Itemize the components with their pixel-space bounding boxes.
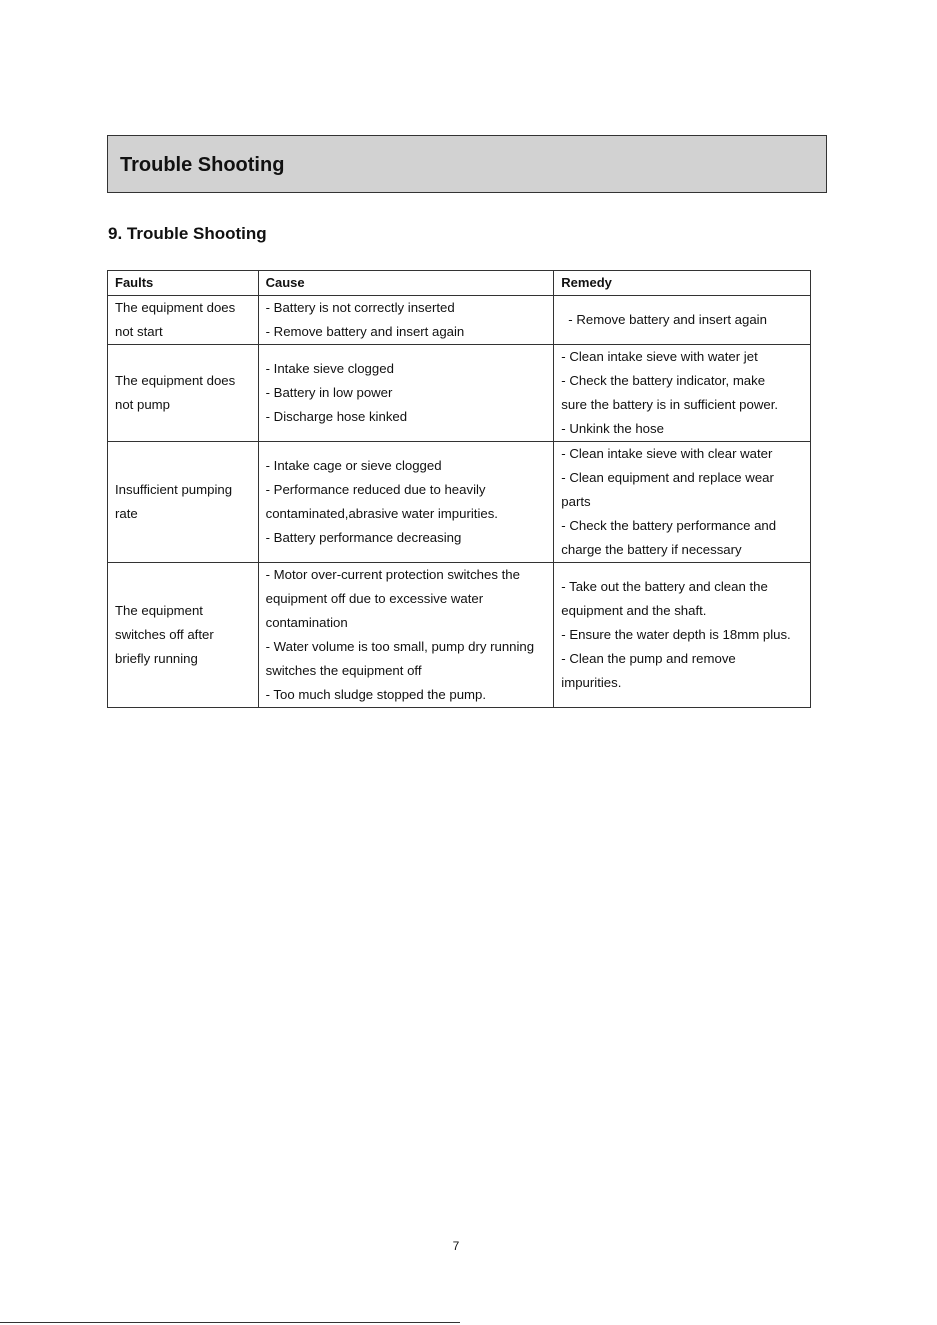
table-row — [108, 296, 811, 345]
remedy-cell — [554, 563, 811, 708]
cause-line: - Intake sieve clogged — [265, 361, 394, 376]
fault-line: The equipment does — [115, 300, 236, 315]
fault-line: briefly running — [115, 651, 198, 666]
header-banner — [107, 135, 827, 193]
table-row — [108, 345, 811, 442]
cause-line: contamination — [265, 615, 348, 630]
table-row — [108, 442, 811, 563]
remedy-line: - Check the battery indicator, make — [561, 373, 766, 388]
cause-line: contaminated,abrasive water impurities. — [265, 506, 498, 521]
remedy-line: - Check the battery performance and — [561, 518, 777, 533]
remedy-cell — [554, 345, 811, 442]
remedy-line: - Clean intake sieve with clear water — [561, 446, 773, 461]
remedy-cell — [554, 296, 811, 345]
fault-line: Insufficient pumping — [115, 482, 233, 497]
fault-line: switches off after — [115, 627, 214, 642]
remedy-line: - Clean equipment and replace wear — [561, 470, 774, 485]
remedy-cell — [554, 442, 811, 563]
cause-cell — [258, 442, 554, 563]
cause-line: - Motor over-current protection switches the — [265, 567, 520, 582]
cause-line: - Too much sludge stopped the pump. — [265, 687, 487, 702]
fault-cell — [108, 345, 259, 442]
cause-line: switches the equipment off — [265, 663, 422, 678]
cause-cell — [258, 345, 554, 442]
remedy-line: - Clean intake sieve with water jet — [561, 349, 758, 364]
header-faults: Faults — [108, 271, 259, 296]
cause-line: - Remove battery and insert again — [265, 324, 465, 339]
remedy-line: - Remove battery and insert again — [568, 312, 767, 327]
fault-line: not start — [115, 324, 163, 339]
fault-line: not pump — [115, 397, 170, 412]
cause-line: - Discharge hose kinked — [265, 409, 408, 424]
fault-cell — [108, 563, 259, 708]
footer-divider — [0, 1322, 460, 1323]
fault-cell — [108, 296, 259, 345]
section-heading: 9. Trouble Shooting — [108, 224, 267, 243]
banner-title: Trouble Shooting — [120, 154, 285, 176]
remedy-line: charge the battery if necessary — [561, 542, 742, 557]
remedy-line: - Take out the battery and clean the — [561, 579, 768, 594]
cause-line: - Battery is not correctly inserted — [265, 300, 455, 315]
remedy-line: equipment and the shaft. — [561, 603, 707, 618]
remedy-line: parts — [561, 494, 591, 509]
header-cause: Cause — [258, 271, 554, 296]
remedy-line: - Unkink the hose — [561, 421, 664, 436]
table-header-row — [108, 271, 811, 296]
trouble-shooting-table — [107, 270, 811, 708]
table-row — [108, 563, 811, 708]
fault-line: The equipment does — [115, 373, 236, 388]
page-number: 7 — [452, 1239, 460, 1253]
cause-line: - Intake cage or sieve clogged — [265, 458, 442, 473]
fault-cell — [108, 442, 259, 563]
fault-line: The equipment — [115, 603, 203, 618]
cause-line: - Battery in low power — [265, 385, 393, 400]
remedy-line: - Clean the pump and remove — [561, 651, 736, 666]
cause-line: equipment off due to excessive water — [265, 591, 484, 606]
remedy-line: sure the battery is in sufficient power. — [561, 397, 779, 412]
remedy-line: impurities. — [561, 675, 622, 690]
cause-cell — [258, 563, 554, 708]
cause-cell — [258, 296, 554, 345]
fault-line: rate — [115, 506, 138, 521]
cause-line: - Water volume is too small, pump dry running — [265, 639, 535, 654]
remedy-line: - Ensure the water depth is 18mm plus. — [561, 627, 791, 642]
cause-line: - Battery performance decreasing — [265, 530, 462, 545]
cause-line: - Performance reduced due to heavily — [265, 482, 486, 497]
header-remedy: Remedy — [554, 271, 811, 296]
